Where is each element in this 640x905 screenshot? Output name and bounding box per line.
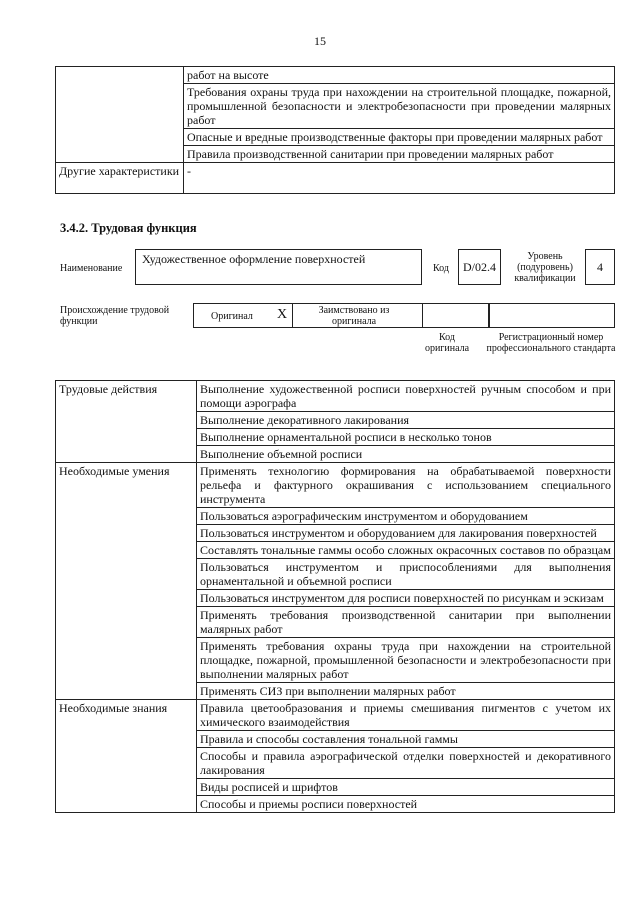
table-cell: Применять СИЗ при выполнении малярных работ [197,683,615,700]
origin-row [193,303,615,328]
table-cell: Выполнение орнаментальной росписи в несколько тонов [197,429,615,446]
table-cell: Правила производственной санитарии при проведении малярных работ [184,146,615,163]
table-cell: Составлять тональные гаммы особо сложных окрасочных составов по образцам [197,542,615,559]
table-cell: Выполнение декоративного лакирования [197,412,615,429]
table-cell: Выполнение объемной росписи [197,446,615,463]
level-label: Уровень (подуровень) квалификации [514,251,576,284]
table-row [56,700,615,731]
skills-label: Необходимые умения [56,463,197,700]
borrowed-label: Заимствовано из оригинала [318,305,390,327]
table-cell: Применять требования производственной санитарии при выполнении малярных работ [197,607,615,638]
code-caption: Код оригинала [424,332,470,354]
table-cell: Правила цветообразования и приемы смешивания пигментов с учетом их химического взаимодействия [197,700,615,731]
other-characteristics-value: - [184,163,615,194]
code-value: D/02.4 [458,249,501,285]
table-cell: работ на высоте [184,67,615,84]
table-cell: Применять технологию формирования на обрабатываемой поверхности рельефа и фактурного окрашивания с использованием специального инструмента [197,463,615,508]
reg-caption: Регистрационный номер профессионального стандарта [486,332,616,354]
table-cell: Виды росписей и шрифтов [197,779,615,796]
empty-cell [56,67,184,163]
table-row [56,463,615,508]
original-cell [193,303,293,328]
table-cell: Пользоваться инструментом для росписи поверхностей по рисункам и эскизам [197,590,615,607]
original-mark: X [277,307,288,322]
origin-label: Происхождение трудовой функции [60,305,170,327]
table-cell: Требования охраны труда при нахождении на строительной площадке, пожарной, промышленной безопасности и электробезопасности при проведении малярных работ [184,84,615,129]
table-cell: Правила и способы составления тональной гаммы [197,731,615,748]
reg-number-cell [488,303,615,328]
knowledge-label: Необходимые знания [56,700,197,813]
table-cell: Пользоваться инструментом и оборудованием для лакирования поверхностей [197,525,615,542]
original-label: Оригинал [211,311,253,322]
other-characteristics-label: Другие характеристики [56,163,184,194]
code-label: Код [433,263,449,274]
table-cell: Способы и правила аэрографической отделки поверхностей и декоративного лакирования [197,748,615,779]
table-cell: Пользоваться инструментом и приспособлениями для выполнения орнаментальной и объемной росписи [197,559,615,590]
original-code-cell [422,303,489,328]
table-cell: Применять требования охраны труда при нахождении на строительной площадке, пожарной, промышленной безопасности и электробезопасности при выполнении малярных работ [197,638,615,683]
table-cell: Пользоваться аэрографическим инструментом и оборудованием [197,508,615,525]
table-cell: Опасные и вредные производственные факторы при проведении малярных работ [184,129,615,146]
table-cell: Выполнение художественной росписи поверхностей ручным способом и при помощи аэрографа [197,381,615,412]
top-table [55,66,615,194]
section-title: 3.4.2. Трудовая функция [60,221,197,235]
name-label: Наименование [60,263,123,274]
main-table [55,380,615,813]
table-cell: Способы и приемы росписи поверхностей [197,796,615,813]
name-value: Художественное оформление поверхностей [135,249,422,285]
table-row [56,381,615,412]
actions-label: Трудовые действия [56,381,197,463]
table-row [56,67,615,84]
table-row [56,163,615,194]
level-value: 4 [585,249,615,285]
page-number: 15 [314,34,326,48]
